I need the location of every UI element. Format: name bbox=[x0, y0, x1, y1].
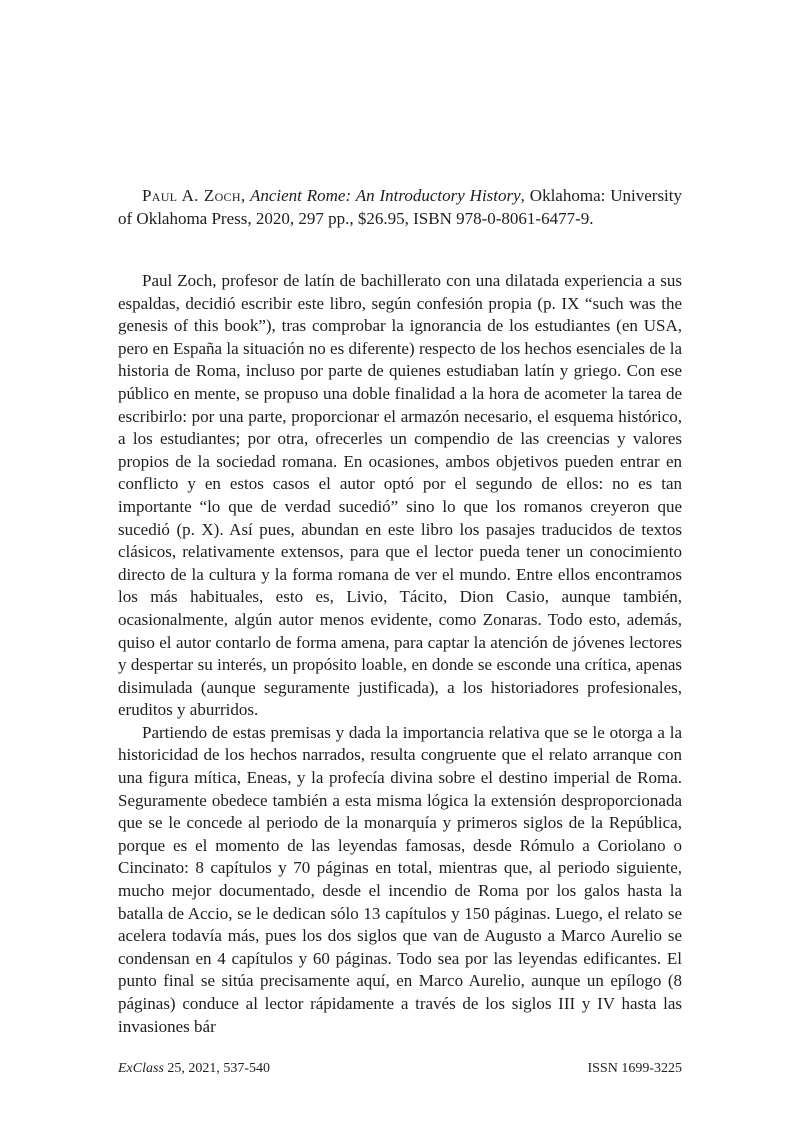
paragraph-1: Paul Zoch, profesor de latín de bachillerato con una dilatada experiencia a sus espaldas, decidió escribir este libro, según confesión propia (p. IX “such was the genesis of this book”), tras comprobar la ignorancia de los estudiantes (en USA, pero en España la situación no es diferente) respecto de los hechos esenciales de la historia de Roma, incluso por parte de quienes estudiaban latín y griego. Con ese público en mente, se propuso una doble finalidad a la hora de acometer la tarea de escribirlo: por una parte, proporcionar el armazón necesario, el esquema histórico, a los estudiantes; por otra, ofrecerles un compendio de las creencias y valores propios de la sociedad romana. En ocasiones, ambos objetivos pueden entrar en conflicto y en estos casos el autor optó por el segundo de ellos: no es tan importante “lo que de verdad sucedió” sino lo que los romanos creyeron que sucedió (p. X). Así pues, abundan en este libro los pasajes traducidos de textos clásicos, relativamente extensos, para que el lector pueda tener un conocimiento directo de la cultura y la forma romana de ver el mundo. Entre ellos encontramos los más habituales, esto es, Livio, Tácito, Dion Casio, aunque también, ocasionalmente, algún autor menos evidente, como Zonaras. Todo esto, además, quiso el autor contarlo de forma amena, para captar la atención de jóvenes lectores y despertar su interés, un propósito loable, en donde se esconde una crítica, apenas disimulada (aunque seguramente justificada), a los historiadores profesionales, eruditos y aburridos. bbox=[118, 271, 682, 720]
publication-details: , Oklahoma: University of Oklahoma Press, 2020, 297 pp., $26.95, ISBN 978-0-8061-6477-9. bbox=[118, 186, 683, 228]
journal-volume: 25, 2021, 537-540 bbox=[163, 1061, 271, 1076]
review-author: Paul A. Zoch bbox=[142, 186, 241, 205]
journal-name: ExClass bbox=[118, 1061, 164, 1076]
footer-citation bbox=[118, 1060, 270, 1078]
paragraph-2: Partiendo de estas premisas y dada la importancia relativa que se le otorga a la historicidad de los hechos narrados, resulta congruente que el relato arranque con una figura mítica, Eneas, y la profecía divina sobre el destino imperial de Roma. Seguramente obedece también a esta misma lógica la extensión desproporcionada que se le concede al periodo de la monarquía y primeros siglos de la República, porque es el momento de las leyendas famosas, desde Rómulo a Coriolano o Cincinato: 8 capítulos y 70 páginas en total, mientras que, al periodo siguiente, mucho mejor documentado, desde el incendio de Roma por los galos hasta la batalla de Accio, se le dedican sólo 13 capítulos y 150 páginas. Luego, el relato se acelera todavía más, pues los dos siglos que van de Augusto a Marco Aurelio se condensan en 4 capítulos y 60 páginas. Todo sea por las leyendas edificantes. El punto final se sitúa precisamente aquí, en Marco Aurelio, aunque un epílogo (8 páginas) conduce al lector rápidamente a través de los siglos III y IV hasta las invasiones bár bbox=[118, 722, 682, 1036]
footer-issn: ISSN 1699-3225 bbox=[587, 1061, 682, 1076]
book-title: Ancient Rome: An Introductory History bbox=[249, 186, 521, 205]
review-header bbox=[118, 185, 682, 230]
review-body bbox=[118, 270, 682, 1038]
review-separator: , bbox=[240, 186, 250, 205]
page-footer bbox=[118, 1060, 682, 1078]
